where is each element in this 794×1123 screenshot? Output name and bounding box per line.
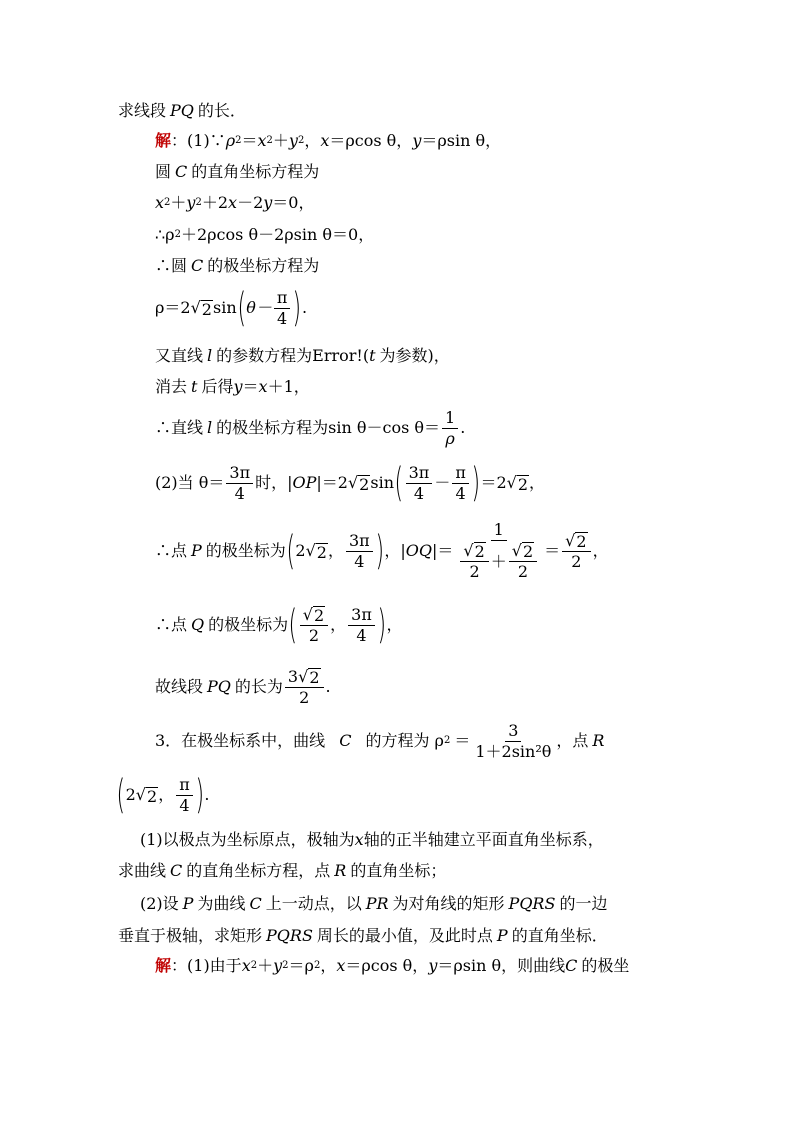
text: ＝ρcos θ， — [329, 131, 413, 150]
formula-line — [155, 516, 609, 586]
sqrt: √ 2 — [565, 530, 587, 551]
text: 的方程为 ρ — [365, 731, 444, 750]
text: 的极坐标方程为 — [207, 256, 320, 275]
var: x — [241, 956, 251, 975]
denominator: 2 — [469, 562, 480, 581]
sqrt: √ 2 — [347, 473, 370, 494]
text: ＝ρ — [288, 956, 314, 975]
text: 垂直于极轴，求矩形 — [118, 926, 263, 945]
radicand: 2 — [576, 531, 587, 551]
formula-line: 3．在极坐标系中，曲线 C 的方程为 ρ 2 ＝ $\frac{3}{\text{1＋2sin²θ}}$ ，点 R — [155, 720, 605, 761]
right-paren: ) — [377, 602, 386, 648]
fraction — [226, 463, 253, 504]
text: ， — [327, 541, 344, 560]
text: 2 — [295, 541, 306, 560]
text: 时，| — [255, 473, 293, 492]
sqrt: √ 2 — [511, 541, 534, 561]
text: . — [302, 298, 308, 317]
denominator: 4 — [455, 483, 466, 503]
text: ， — [592, 541, 609, 560]
text: 后得 — [201, 377, 234, 396]
text: 圆 — [155, 162, 172, 181]
text: － — [434, 473, 451, 492]
fraction — [300, 605, 328, 646]
var: PR — [365, 894, 389, 913]
denominator: 4 — [179, 795, 190, 815]
numerator: 3 — [505, 721, 521, 742]
text: ， — [330, 615, 347, 634]
formula-line — [155, 461, 545, 505]
text-line — [155, 376, 310, 398]
fraction — [509, 541, 537, 582]
text: 的一边 — [559, 894, 608, 913]
var: Q — [191, 615, 205, 634]
var: R — [592, 731, 605, 750]
radicand: 2 — [309, 667, 320, 687]
var: y — [412, 131, 422, 150]
var: R — [334, 861, 347, 880]
text-line: x 2 ＋ y 2 ＋2 x －2 y ＝0， — [155, 193, 315, 212]
text: 的极坐标为 — [205, 541, 286, 560]
text: 为参数)， — [379, 346, 450, 365]
fraction — [452, 463, 469, 504]
text: . — [204, 785, 210, 804]
denominator: ρ — [445, 428, 455, 448]
numerator: 3π — [346, 531, 373, 552]
text: 轴的正半轴建立平面直角坐标系， — [363, 830, 604, 849]
var: x — [257, 131, 267, 150]
text-line — [155, 161, 319, 183]
fraction — [285, 667, 324, 708]
text: ＝ρsin θ， — [421, 131, 502, 150]
var: x — [258, 377, 268, 396]
fraction — [562, 531, 590, 572]
left-paren: ( — [288, 602, 298, 648]
var: P — [191, 541, 202, 560]
formula-line — [155, 406, 465, 450]
var: PQRS — [508, 894, 556, 913]
left-paren: ( — [237, 285, 246, 331]
sqrt: √ 2 — [302, 604, 325, 625]
text: 2 — [125, 785, 136, 804]
text: ＝0， — [272, 193, 315, 212]
text: ∴圆 — [155, 256, 188, 275]
sqrt: √ 2 — [298, 666, 320, 687]
text: 的长为 — [234, 677, 283, 696]
text: 为曲线 — [197, 894, 246, 913]
text: 求曲线 — [118, 861, 167, 880]
text: ∴ρ — [155, 225, 175, 244]
var: PQRS — [266, 926, 313, 945]
var: l — [207, 346, 213, 365]
text: ＝2 — [480, 473, 507, 492]
var: x — [155, 193, 165, 212]
var: y — [428, 956, 438, 975]
numerator — [300, 605, 328, 626]
right-paren: ) — [375, 528, 384, 574]
compound-fraction — [455, 520, 542, 582]
text: 的参数方程为Error!( — [216, 346, 370, 365]
text: 的直角坐标． — [511, 926, 608, 945]
formula-line — [116, 773, 209, 817]
radicand: 2 — [522, 542, 534, 561]
text: ， — [158, 785, 175, 804]
denominator: 4 — [413, 483, 425, 503]
numerator: π — [176, 775, 193, 796]
radicand: 2 — [147, 787, 158, 806]
text: 故线段 — [155, 677, 204, 696]
text: ， — [386, 615, 403, 634]
text-line — [118, 100, 246, 122]
text: sin — [212, 298, 237, 317]
text: θ－ — [246, 298, 272, 317]
text: 的极坐 — [581, 956, 630, 975]
var: x — [320, 131, 330, 150]
var: t — [191, 377, 198, 396]
text-line — [155, 345, 450, 367]
formula-line — [155, 601, 403, 649]
text: 消去 — [155, 377, 188, 396]
text: ：(1)由于 — [171, 956, 242, 975]
var: x — [336, 956, 346, 975]
denominator: 1＋2sin²θ — [475, 741, 552, 761]
var: y — [288, 131, 298, 150]
var: x — [354, 830, 364, 849]
sqrt: √ 2 — [506, 473, 529, 494]
text: ＋2ρcos θ－2ρsin θ＝0， — [180, 225, 375, 244]
var: ρ — [225, 131, 236, 150]
text-line: 解 ：(1)∵ ρ 2 ＝ x 2 ＋ y 2 ， x ＝ρcos θ， y ＝ρsin θ， — [155, 131, 502, 150]
numerator: 1 — [491, 520, 507, 541]
solution-label: 解 — [155, 956, 172, 975]
text: 的直角坐标方程为 — [191, 162, 320, 181]
radicand: 2 — [313, 605, 325, 625]
denominator: 4 — [277, 308, 288, 328]
text: |＝ — [431, 541, 454, 560]
text: 又直线 — [155, 346, 204, 365]
text: 3 — [287, 666, 299, 686]
numerator: 3π — [406, 463, 433, 484]
fraction — [406, 463, 433, 504]
text: ρ＝2 — [155, 298, 191, 317]
denominator — [455, 541, 542, 582]
left-paren: ( — [116, 772, 126, 818]
text: ＋2 — [201, 193, 229, 212]
denominator: 4 — [356, 625, 367, 645]
left-paren: ( — [394, 460, 404, 506]
var: PQ — [170, 101, 194, 120]
left-paren: ( — [286, 528, 295, 574]
text: ， — [320, 956, 337, 975]
text: 求线段 — [118, 101, 167, 120]
right-paren: ) — [292, 285, 302, 331]
var: y — [233, 377, 243, 396]
right-paren: ) — [195, 772, 204, 818]
numerator: 3π — [348, 605, 375, 626]
text: 的长． — [197, 101, 246, 120]
text: (2)设 — [140, 894, 179, 913]
text: ＋ — [272, 131, 289, 150]
var: OQ — [405, 541, 432, 560]
text: ＋ — [170, 193, 187, 212]
text: ＝ — [241, 131, 258, 150]
text: 的直角坐标方程，点 — [186, 861, 331, 880]
text: 上一动点，以 — [265, 894, 362, 913]
text: ＝ — [544, 541, 561, 560]
denominator: 2 — [571, 551, 582, 571]
var: x — [228, 193, 238, 212]
var: P — [496, 926, 508, 945]
text: 为对角线的矩形 — [392, 894, 505, 913]
var: t — [369, 346, 376, 365]
var: OP — [292, 473, 317, 492]
text: ∴直线 — [155, 418, 204, 437]
text-line — [140, 829, 604, 851]
numerator: 1 — [442, 408, 458, 429]
sqrt: √ 2 — [305, 541, 327, 562]
text: ，| — [384, 541, 406, 560]
text: (1)以极点为坐标原点，极轴为 — [140, 830, 355, 849]
text: ＋ — [257, 956, 274, 975]
numerator — [562, 531, 590, 552]
fraction — [460, 541, 488, 582]
var: l — [207, 418, 213, 437]
text-line — [118, 925, 608, 947]
numerator — [460, 541, 488, 562]
text: ：(1)∵ — [171, 131, 226, 150]
var: C — [339, 731, 352, 750]
numerator — [285, 667, 324, 688]
fraction — [346, 531, 373, 572]
fraction — [348, 605, 375, 646]
var: C — [249, 894, 262, 913]
sqrt: √ 2 — [463, 541, 485, 561]
text-line: 解 ：(1)由于 x 2 ＋ y 2 ＝ρ 2 ， x ＝ρcos θ， y ＝ρsin θ，则曲线 C 的极坐 — [155, 956, 630, 975]
fraction — [176, 775, 193, 816]
text-line — [155, 255, 319, 277]
text-line: ∴ρ 2 ＋2ρcos θ－2ρsin θ＝0， — [155, 225, 375, 244]
text: ， — [529, 473, 546, 492]
text: |＝2 — [316, 473, 348, 492]
denominator: 4 — [234, 483, 245, 503]
solution-label: 解 — [155, 131, 172, 150]
var: y — [263, 193, 273, 212]
denominator: 4 — [354, 551, 365, 571]
var: C — [191, 256, 204, 275]
var: PQ — [207, 677, 231, 696]
text: 3．在极坐标系中，曲线 — [155, 731, 326, 750]
text-line — [140, 893, 607, 915]
var: P — [182, 894, 194, 913]
denominator: 2 — [517, 562, 529, 581]
denominator: 2 — [308, 625, 320, 645]
fraction — [274, 288, 291, 329]
text: ，点 — [556, 731, 589, 750]
var: y — [273, 956, 283, 975]
var: C — [175, 162, 188, 181]
text: 的极坐标方程为sin θ－cos θ＝ — [216, 418, 441, 437]
sqrt: √ 2 — [190, 298, 212, 319]
text: －2 — [237, 193, 264, 212]
text: ＝ρcos θ， — [345, 956, 429, 975]
text: 的极坐标为 — [208, 615, 289, 634]
var: C — [170, 861, 183, 880]
numerator: π — [274, 288, 291, 309]
text: sin — [370, 473, 394, 492]
text: ， — [304, 131, 321, 150]
numerator: π — [452, 463, 469, 484]
formula-line — [155, 663, 331, 711]
text: ＝ — [454, 731, 471, 750]
var: y — [186, 193, 196, 212]
text: ＋1， — [267, 377, 310, 396]
text-line — [118, 860, 446, 882]
radicand: 2 — [517, 475, 529, 494]
right-paren: ) — [471, 460, 480, 506]
radicand: 2 — [359, 475, 370, 494]
text: (2)当 θ＝ — [155, 473, 225, 492]
numerator: 3π — [226, 463, 253, 484]
radicand: 2 — [474, 542, 485, 561]
radicand: 2 — [316, 543, 327, 562]
numerator — [509, 541, 537, 562]
text: 的直角坐标； — [350, 861, 447, 880]
sqrt: √ 2 — [135, 785, 158, 806]
radicand: 2 — [201, 300, 212, 319]
denominator: 2 — [299, 687, 310, 707]
text: ＝ρsin θ，则曲线 — [437, 956, 566, 975]
text: . — [460, 418, 466, 437]
text: ∴点 — [155, 541, 188, 560]
text: ＋ — [490, 551, 507, 571]
var: C — [565, 956, 578, 975]
text: ∴点 — [155, 615, 188, 634]
text: . — [325, 677, 331, 696]
fraction — [442, 408, 458, 449]
fraction — [472, 721, 554, 762]
text: ＝ — [242, 377, 259, 396]
formula-line — [155, 286, 307, 330]
text: 周长的最小值，及此时点 — [316, 926, 493, 945]
